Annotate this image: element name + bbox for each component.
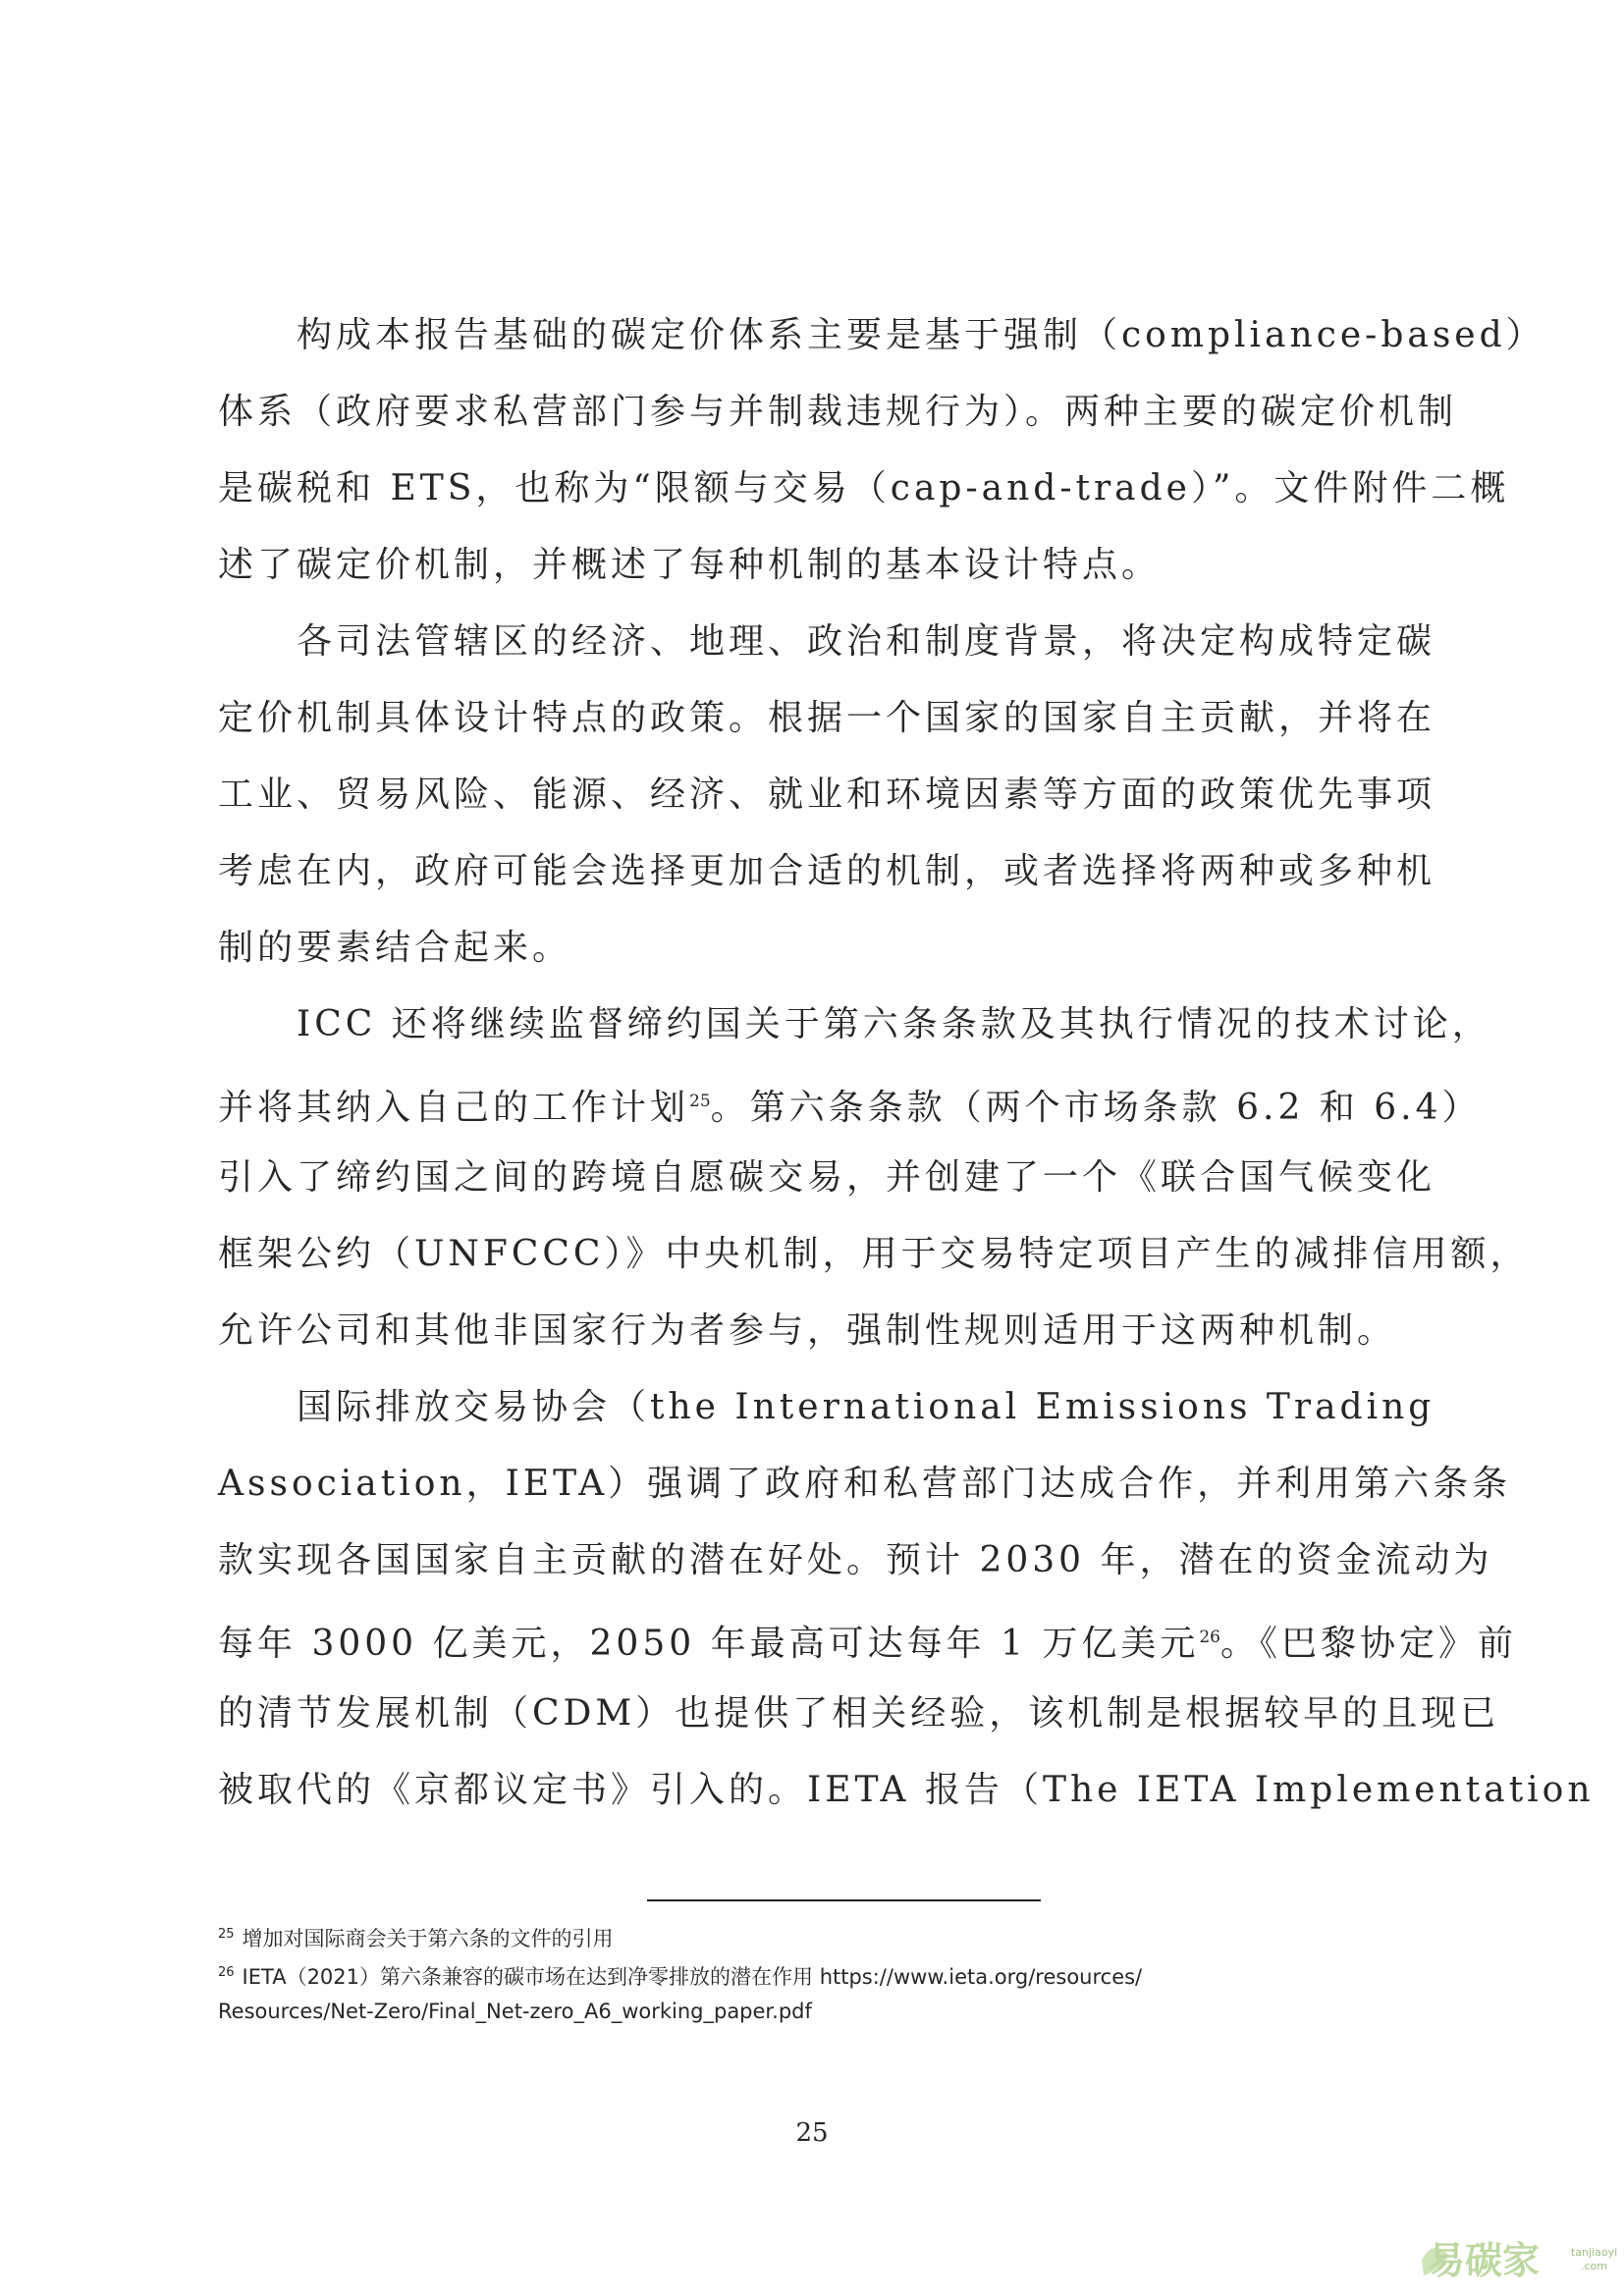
- paragraph-2-line-2: 定价机制具体设计特点的政策。根据一个国家的国家自主贡献，并将在: [218, 698, 1436, 738]
- paragraph-1-line-2: 体系（政府要求私营部门参与并制裁违规行为）。两种主要的碳定价机制: [218, 392, 1458, 432]
- paragraph-2-line-3: 工业、贸易风险、能源、经济、就业和环境因素等方面的政策优先事项: [218, 774, 1436, 815]
- paragraph-3-line-3: 引入了缔约国之间的跨境自愿碳交易，并创建了一个《联合国气候变化: [218, 1157, 1436, 1198]
- paragraph-1-line-4: 述了碳定价机制，并概述了每种机制的基本设计特点。: [218, 545, 1162, 585]
- footnote-divider: [647, 1899, 1041, 1901]
- paragraph-3-line-1: ICC 还将继续监督缔约国关于第六条条款及其执行情况的技术讨论，: [297, 1004, 1491, 1044]
- watermark-domain: .com: [1581, 2260, 1607, 2272]
- footnote-ref-25[interactable]: 25: [689, 1092, 711, 1111]
- paragraph-2-line-1: 各司法管辖区的经济、地理、政治和制度背景，将决定构成特定碳: [297, 621, 1436, 662]
- footnote-ref-26[interactable]: 26: [1199, 1628, 1220, 1647]
- paragraph-4-line-1: 国际排放交易协会（the International Emissions Trading: [297, 1387, 1435, 1427]
- footnote-text: 增加对国际商会关于第六条的文件的引用: [242, 1927, 614, 1950]
- paragraph-3-line-5: 允许公司和其他非国家行为者参与，强制性规则适用于这两种机制。: [218, 1310, 1397, 1351]
- page-number: 25: [795, 2118, 829, 2148]
- watermark-subtext: tanjiaoyi: [1571, 2246, 1618, 2259]
- paragraph-2-line-5: 制的要素结合起来。: [218, 928, 572, 968]
- paragraph-4-line-3: 款实现各国国家自主贡献的潜在好处。预计 2030 年，潜在的资金流动为: [218, 1540, 1493, 1580]
- paragraph-4-line-6: 被取代的《京都议定书》引入的。IETA 报告（The IETA Implementation: [218, 1770, 1595, 1810]
- watermark-text: 易碳家: [1428, 2239, 1541, 2282]
- footnote-mark: 25: [218, 1927, 235, 1942]
- text-segment: 。《巴黎协定》前: [1220, 1624, 1518, 1664]
- text-segment: 并将其纳入自己的工作计划: [218, 1088, 690, 1128]
- footnote-26-continued: [218, 1997, 812, 2026]
- footnote-url[interactable]: Resources/Net-Zero/Final_Net-zero_A6_working_paper.pdf: [218, 2000, 812, 2023]
- text-segment: 每年 3000 亿美元，2050 年最高可达每年 1 万亿美元: [218, 1624, 1200, 1664]
- footnote-mark: 26: [218, 1965, 235, 1980]
- paragraph-4-line-2: Association，IETA）强调了政府和私营部门达成合作，并利用第六条条: [218, 1464, 1512, 1504]
- footnote-25: [218, 1920, 614, 1953]
- watermark-logo: [1414, 2230, 1618, 2285]
- paragraph-4-line-5: 的清节发展机制（CDM）也提供了相关经验，该机制是根据较早的且现已: [218, 1693, 1500, 1734]
- paragraph-3-line-4: 框架公约（UNFCCC）》中央机制，用于交易特定项目产生的减排信用额，: [218, 1234, 1530, 1274]
- text-segment: 。第六条条款（两个市场条款 6.2 和 6.4）: [710, 1088, 1482, 1128]
- footnote-text[interactable]: IETA（2021）第六条兼容的碳市场在达到净零排放的潜在作用 https://www.ieta.org/resources/: [242, 1965, 1143, 1989]
- paragraph-1-line-3: 是碳税和 ETS，也称为“限额与交易（cap-and-trade）”。文件附件二概: [218, 468, 1510, 508]
- paragraph-3-line-2: [218, 1080, 1482, 1130]
- footnote-26: [218, 1958, 1142, 1992]
- paragraph-4-line-4: [218, 1616, 1518, 1666]
- paragraph-1-line-1: 构成本报告基础的碳定价体系主要是基于强制（compliance-based）: [297, 315, 1545, 355]
- paragraph-2-line-4: 考虑在内，政府可能会选择更加合适的机制，或者选择将两种或多种机: [218, 851, 1436, 891]
